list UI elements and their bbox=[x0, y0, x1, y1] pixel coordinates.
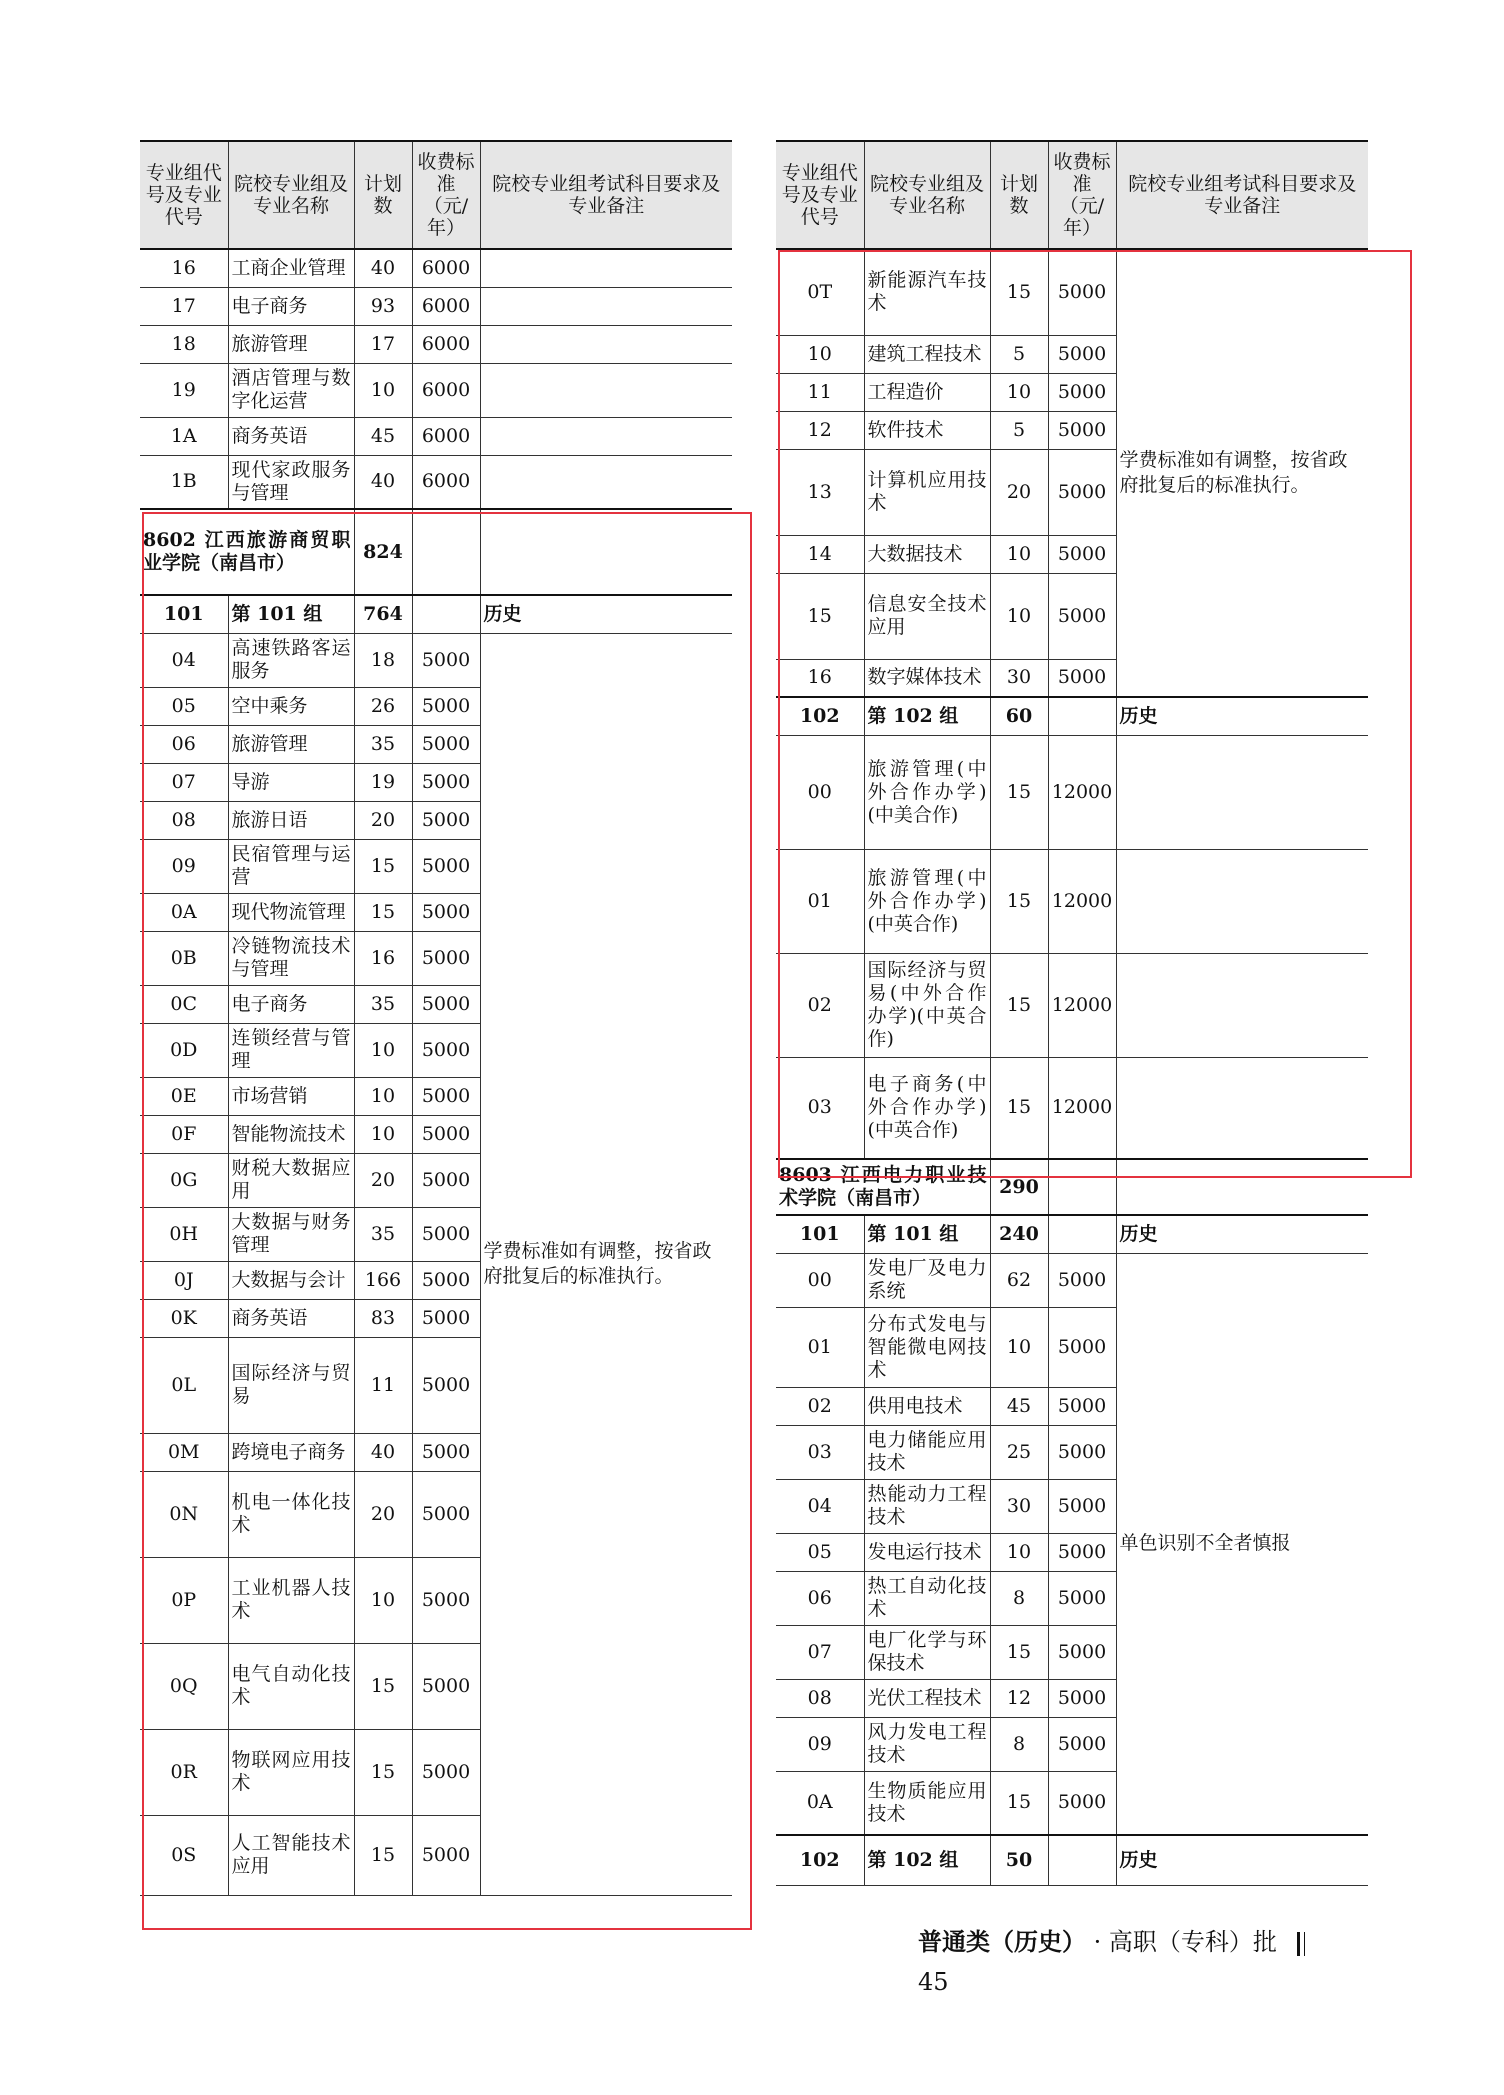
fee-standard: 12000 bbox=[1048, 735, 1116, 849]
fee-standard: 5000 bbox=[412, 1077, 480, 1115]
note-cell bbox=[1116, 953, 1368, 1057]
fee-standard: 5000 bbox=[412, 1023, 480, 1077]
major-code: 0Q bbox=[140, 1643, 228, 1729]
fee-standard: 5000 bbox=[412, 1557, 480, 1643]
fee-standard: 5000 bbox=[1048, 1307, 1116, 1387]
major-name: 电子商务 bbox=[228, 287, 354, 325]
plan-count: 40 bbox=[354, 455, 412, 509]
fee-standard: 5000 bbox=[412, 687, 480, 725]
fee-standard: 5000 bbox=[1048, 1571, 1116, 1625]
footer-batch: 高职（专科）批 bbox=[1108, 1928, 1277, 1956]
note-cell bbox=[480, 249, 732, 287]
fee-standard: 5000 bbox=[412, 763, 480, 801]
plan-count: 15 bbox=[354, 1643, 412, 1729]
fee-standard: 5000 bbox=[412, 801, 480, 839]
group-plan: 50 bbox=[990, 1835, 1048, 1885]
fee-standard: 5000 bbox=[1048, 659, 1116, 697]
major-code: 01 bbox=[776, 1307, 864, 1387]
plan-count: 30 bbox=[990, 659, 1048, 697]
plan-count: 25 bbox=[990, 1425, 1048, 1479]
school-name: 8602 江西旅游商贸职业学院（南昌市） bbox=[140, 509, 354, 595]
major-name: 智能物流技术 bbox=[228, 1115, 354, 1153]
major-code: 00 bbox=[776, 735, 864, 849]
major-code: 18 bbox=[140, 325, 228, 363]
footer-category: 普通类（历史） bbox=[918, 1928, 1086, 1956]
major-name: 建筑工程技术 bbox=[864, 335, 990, 373]
plan-count: 166 bbox=[354, 1261, 412, 1299]
plan-count: 15 bbox=[354, 839, 412, 893]
note-cell bbox=[1116, 735, 1368, 849]
plan-count: 15 bbox=[990, 735, 1048, 849]
plan-count: 15 bbox=[354, 1729, 412, 1815]
table-row bbox=[776, 1057, 1368, 1159]
major-code: 07 bbox=[776, 1625, 864, 1679]
note-cell bbox=[480, 287, 732, 325]
plan-count: 10 bbox=[354, 363, 412, 417]
major-code: 0J bbox=[140, 1261, 228, 1299]
major-code: 08 bbox=[776, 1679, 864, 1717]
table-row bbox=[140, 633, 732, 687]
table-row bbox=[776, 953, 1368, 1057]
major-code: 0T bbox=[776, 249, 864, 335]
school-row bbox=[140, 509, 732, 595]
major-name: 现代物流管理 bbox=[228, 893, 354, 931]
major-code: 06 bbox=[140, 725, 228, 763]
fee-standard: 5000 bbox=[412, 985, 480, 1023]
plan-count: 20 bbox=[354, 801, 412, 839]
note-cell bbox=[480, 455, 732, 509]
major-name: 旅游管理 bbox=[228, 725, 354, 763]
plan-count: 8 bbox=[990, 1717, 1048, 1771]
major-code: 16 bbox=[776, 659, 864, 697]
major-code: 09 bbox=[776, 1717, 864, 1771]
major-code: 03 bbox=[776, 1057, 864, 1159]
fee-standard: 5000 bbox=[412, 893, 480, 931]
fee-standard: 5000 bbox=[1048, 449, 1116, 535]
group-code: 101 bbox=[776, 1215, 864, 1253]
major-code: 06 bbox=[776, 1571, 864, 1625]
plan-count: 19 bbox=[354, 763, 412, 801]
fee-standard: 12000 bbox=[1048, 953, 1116, 1057]
school-fee bbox=[1048, 1159, 1116, 1215]
fee-standard: 5000 bbox=[1048, 1717, 1116, 1771]
major-name: 财税大数据应用 bbox=[228, 1153, 354, 1207]
major-name: 电厂化学与环保技术 bbox=[864, 1625, 990, 1679]
major-name: 热能动力工程技术 bbox=[864, 1479, 990, 1533]
school-note bbox=[480, 509, 732, 595]
fee-standard: 5000 bbox=[1048, 1625, 1116, 1679]
major-code: 0C bbox=[140, 985, 228, 1023]
fee-standard: 5000 bbox=[412, 633, 480, 687]
group-plan: 60 bbox=[990, 697, 1048, 735]
fee-standard: 5000 bbox=[412, 839, 480, 893]
major-name: 国际经济与贸易 bbox=[228, 1337, 354, 1433]
plan-count: 15 bbox=[990, 1771, 1048, 1835]
table-row bbox=[140, 287, 732, 325]
school-name: 8603 江西电力职业技术学院（南昌市） bbox=[776, 1159, 990, 1215]
fee-standard: 5000 bbox=[1048, 1771, 1116, 1835]
major-name: 旅游管理(中外合作办学)(中美合作) bbox=[864, 735, 990, 849]
fee-standard: 5000 bbox=[412, 1153, 480, 1207]
fee-standard: 5000 bbox=[1048, 573, 1116, 659]
major-name: 现代家政服务与管理 bbox=[228, 455, 354, 509]
plan-count: 83 bbox=[354, 1299, 412, 1337]
group-name: 第 101 组 bbox=[228, 595, 354, 633]
note-cell bbox=[480, 417, 732, 455]
plan-count: 35 bbox=[354, 985, 412, 1023]
fee-standard: 6000 bbox=[412, 363, 480, 417]
major-name: 生物质能应用技术 bbox=[864, 1771, 990, 1835]
plan-count: 16 bbox=[354, 931, 412, 985]
plan-count: 40 bbox=[354, 1433, 412, 1471]
plan-count: 10 bbox=[354, 1557, 412, 1643]
major-code: 0A bbox=[776, 1771, 864, 1835]
major-name: 发电运行技术 bbox=[864, 1533, 990, 1571]
plan-count: 15 bbox=[990, 849, 1048, 953]
plan-count: 17 bbox=[354, 325, 412, 363]
fee-standard: 5000 bbox=[412, 1643, 480, 1729]
group-code: 101 bbox=[140, 595, 228, 633]
school-fee bbox=[412, 509, 480, 595]
page-footer bbox=[918, 1922, 1364, 1996]
major-name: 空中乘务 bbox=[228, 687, 354, 725]
major-code: 0K bbox=[140, 1299, 228, 1337]
major-code: 0D bbox=[140, 1023, 228, 1077]
major-name: 旅游日语 bbox=[228, 801, 354, 839]
plan-count: 35 bbox=[354, 725, 412, 763]
major-name: 信息安全技术应用 bbox=[864, 573, 990, 659]
major-code: 05 bbox=[140, 687, 228, 725]
major-name: 商务英语 bbox=[228, 1299, 354, 1337]
major-name: 大数据与会计 bbox=[228, 1261, 354, 1299]
group-subject: 历史 bbox=[1116, 1215, 1368, 1253]
header-plan: 计划数 bbox=[354, 141, 412, 249]
major-code: 0H bbox=[140, 1207, 228, 1261]
major-name: 供用电技术 bbox=[864, 1387, 990, 1425]
major-code: 13 bbox=[776, 449, 864, 535]
major-code: 05 bbox=[776, 1533, 864, 1571]
school-row bbox=[776, 1159, 1368, 1215]
major-code: 0P bbox=[140, 1557, 228, 1643]
major-code: 0G bbox=[140, 1153, 228, 1207]
major-code: 08 bbox=[140, 801, 228, 839]
major-name: 光伏工程技术 bbox=[864, 1679, 990, 1717]
fee-standard: 5000 bbox=[1048, 1387, 1116, 1425]
table-row bbox=[776, 849, 1368, 953]
major-code: 02 bbox=[776, 1387, 864, 1425]
major-code: 09 bbox=[140, 839, 228, 893]
footer-divider-thin bbox=[1304, 1932, 1305, 1956]
major-name: 软件技术 bbox=[864, 411, 990, 449]
plan-count: 15 bbox=[354, 1815, 412, 1895]
major-code: 16 bbox=[140, 249, 228, 287]
fee-standard: 5000 bbox=[1048, 1679, 1116, 1717]
group-subject: 历史 bbox=[1116, 697, 1368, 735]
fee-standard: 5000 bbox=[1048, 1479, 1116, 1533]
plan-count: 18 bbox=[354, 633, 412, 687]
group-subject: 历史 bbox=[480, 595, 732, 633]
school-plan: 290 bbox=[990, 1159, 1048, 1215]
plan-count: 45 bbox=[354, 417, 412, 455]
fee-standard: 5000 bbox=[1048, 411, 1116, 449]
note-cell bbox=[480, 325, 732, 363]
major-name: 商务英语 bbox=[228, 417, 354, 455]
header-fee: 收费标准（元/年） bbox=[1048, 141, 1116, 249]
major-name: 计算机应用技术 bbox=[864, 449, 990, 535]
group-fee bbox=[1048, 1215, 1116, 1253]
note-cell bbox=[1116, 849, 1368, 953]
group-fee bbox=[1048, 697, 1116, 735]
fee-standard: 5000 bbox=[412, 1299, 480, 1337]
major-name: 物联网应用技术 bbox=[228, 1729, 354, 1815]
plan-count: 5 bbox=[990, 411, 1048, 449]
plan-count: 40 bbox=[354, 249, 412, 287]
plan-count: 10 bbox=[990, 1533, 1048, 1571]
header-code: 专业组代号及专业代号 bbox=[776, 141, 864, 249]
note-cell bbox=[480, 363, 732, 417]
fee-standard: 12000 bbox=[1048, 1057, 1116, 1159]
major-code: 14 bbox=[776, 535, 864, 573]
major-code: 0A bbox=[140, 893, 228, 931]
plan-count: 11 bbox=[354, 1337, 412, 1433]
fee-standard: 5000 bbox=[412, 931, 480, 985]
group-name: 第 102 组 bbox=[864, 697, 990, 735]
major-name: 民宿管理与运营 bbox=[228, 839, 354, 893]
major-name: 电气自动化技术 bbox=[228, 1643, 354, 1729]
group-row bbox=[776, 697, 1368, 735]
major-code: 1B bbox=[140, 455, 228, 509]
major-name: 高速铁路客运服务 bbox=[228, 633, 354, 687]
plan-count: 10 bbox=[354, 1115, 412, 1153]
fee-standard: 5000 bbox=[1048, 335, 1116, 373]
fee-standard: 5000 bbox=[412, 1815, 480, 1895]
group-name: 第 101 组 bbox=[864, 1215, 990, 1253]
plan-count: 26 bbox=[354, 687, 412, 725]
major-name: 连锁经营与管理 bbox=[228, 1023, 354, 1077]
plan-count: 45 bbox=[990, 1387, 1048, 1425]
table-row bbox=[140, 417, 732, 455]
plan-count: 10 bbox=[990, 1307, 1048, 1387]
major-code: 0L bbox=[140, 1337, 228, 1433]
page-number: 45 bbox=[918, 1968, 949, 1996]
group-row bbox=[776, 1835, 1368, 1885]
group-row bbox=[140, 595, 732, 633]
major-name: 热工自动化技术 bbox=[864, 1571, 990, 1625]
group-row bbox=[776, 1215, 1368, 1253]
plan-count: 10 bbox=[354, 1077, 412, 1115]
note-cell bbox=[1116, 1057, 1368, 1159]
plan-count: 20 bbox=[354, 1153, 412, 1207]
major-code: 0E bbox=[140, 1077, 228, 1115]
major-name: 电力储能应用技术 bbox=[864, 1425, 990, 1479]
group-code: 102 bbox=[776, 1835, 864, 1885]
major-name: 导游 bbox=[228, 763, 354, 801]
major-name: 工业机器人技术 bbox=[228, 1557, 354, 1643]
fee-standard: 5000 bbox=[412, 1433, 480, 1471]
plan-count: 5 bbox=[990, 335, 1048, 373]
header-name: 院校专业组及专业名称 bbox=[228, 141, 354, 249]
major-code: 0B bbox=[140, 931, 228, 985]
major-name: 旅游管理(中外合作办学)(中英合作) bbox=[864, 849, 990, 953]
fee-standard: 12000 bbox=[1048, 849, 1116, 953]
note-cell: 单色识别不全者慎报 bbox=[1116, 1253, 1368, 1835]
fee-standard: 5000 bbox=[1048, 1425, 1116, 1479]
school-plan: 824 bbox=[354, 509, 412, 595]
major-name: 电子商务(中外合作办学)(中英合作) bbox=[864, 1057, 990, 1159]
school-note bbox=[1116, 1159, 1368, 1215]
major-code: 15 bbox=[776, 573, 864, 659]
header-note: 院校专业组考试科目要求及专业备注 bbox=[480, 141, 732, 249]
footer-divider bbox=[1297, 1932, 1300, 1956]
fee-standard: 6000 bbox=[412, 417, 480, 455]
fee-standard: 5000 bbox=[412, 1337, 480, 1433]
group-plan: 240 bbox=[990, 1215, 1048, 1253]
header-name: 院校专业组及专业名称 bbox=[864, 141, 990, 249]
major-code: 0R bbox=[140, 1729, 228, 1815]
table-row bbox=[140, 455, 732, 509]
fee-standard: 5000 bbox=[412, 1729, 480, 1815]
table-row bbox=[776, 1253, 1368, 1307]
major-name: 跨境电子商务 bbox=[228, 1433, 354, 1471]
fee-standard: 5000 bbox=[1048, 1253, 1116, 1307]
major-code: 17 bbox=[140, 287, 228, 325]
fee-standard: 6000 bbox=[412, 287, 480, 325]
plan-count: 10 bbox=[990, 573, 1048, 659]
fee-standard: 6000 bbox=[412, 325, 480, 363]
major-name: 发电厂及电力系统 bbox=[864, 1253, 990, 1307]
plan-count: 20 bbox=[990, 449, 1048, 535]
table-row bbox=[140, 363, 732, 417]
major-name: 新能源汽车技术 bbox=[864, 249, 990, 335]
fee-standard: 5000 bbox=[1048, 535, 1116, 573]
fee-standard: 5000 bbox=[1048, 373, 1116, 411]
major-name: 国际经济与贸易(中外合作办学)(中英合作) bbox=[864, 953, 990, 1057]
plan-count: 10 bbox=[990, 373, 1048, 411]
major-code: 1A bbox=[140, 417, 228, 455]
major-name: 人工智能技术应用 bbox=[228, 1815, 354, 1895]
plan-count: 12 bbox=[990, 1679, 1048, 1717]
major-name: 工程造价 bbox=[864, 373, 990, 411]
group-fee bbox=[1048, 1835, 1116, 1885]
major-name: 工商企业管理 bbox=[228, 249, 354, 287]
plan-count: 10 bbox=[354, 1023, 412, 1077]
note-cell: 学费标准如有调整，按省政府批复后的标准执行。 bbox=[1116, 249, 1368, 697]
note-cell: 学费标准如有调整，按省政府批复后的标准执行。 bbox=[480, 633, 732, 1895]
fee-standard: 5000 bbox=[1048, 1533, 1116, 1571]
major-name: 分布式发电与智能微电网技术 bbox=[864, 1307, 990, 1387]
major-code: 19 bbox=[140, 363, 228, 417]
major-code: 03 bbox=[776, 1425, 864, 1479]
fee-standard: 6000 bbox=[412, 455, 480, 509]
major-name: 机电一体化技术 bbox=[228, 1471, 354, 1557]
major-code: 00 bbox=[776, 1253, 864, 1307]
table-row bbox=[776, 735, 1368, 849]
major-code: 0N bbox=[140, 1471, 228, 1557]
header-plan: 计划数 bbox=[990, 141, 1048, 249]
group-name: 第 102 组 bbox=[864, 1835, 990, 1885]
plan-count: 35 bbox=[354, 1207, 412, 1261]
major-code: 0S bbox=[140, 1815, 228, 1895]
plan-count: 30 bbox=[990, 1479, 1048, 1533]
major-code: 01 bbox=[776, 849, 864, 953]
major-name: 大数据与财务管理 bbox=[228, 1207, 354, 1261]
major-name: 电子商务 bbox=[228, 985, 354, 1023]
header-fee: 收费标准（元/年） bbox=[412, 141, 480, 249]
major-code: 10 bbox=[776, 335, 864, 373]
fee-standard: 5000 bbox=[1048, 249, 1116, 335]
major-code: 02 bbox=[776, 953, 864, 1057]
major-code: 04 bbox=[140, 633, 228, 687]
table-row bbox=[140, 325, 732, 363]
major-code: 0F bbox=[140, 1115, 228, 1153]
major-code: 07 bbox=[140, 763, 228, 801]
left-admission-table bbox=[140, 140, 732, 1896]
fee-standard: 5000 bbox=[412, 1207, 480, 1261]
fee-standard: 5000 bbox=[412, 1471, 480, 1557]
group-plan: 764 bbox=[354, 595, 412, 633]
plan-count: 10 bbox=[990, 535, 1048, 573]
major-code: 04 bbox=[776, 1479, 864, 1533]
major-name: 市场营销 bbox=[228, 1077, 354, 1115]
right-admission-table bbox=[776, 140, 1368, 1886]
plan-count: 8 bbox=[990, 1571, 1048, 1625]
major-code: 11 bbox=[776, 373, 864, 411]
plan-count: 15 bbox=[990, 953, 1048, 1057]
plan-count: 15 bbox=[354, 893, 412, 931]
plan-count: 15 bbox=[990, 1625, 1048, 1679]
major-name: 数字媒体技术 bbox=[864, 659, 990, 697]
table-row bbox=[776, 249, 1368, 335]
group-subject: 历史 bbox=[1116, 1835, 1368, 1885]
header-note: 院校专业组考试科目要求及专业备注 bbox=[1116, 141, 1368, 249]
fee-standard: 6000 bbox=[412, 249, 480, 287]
plan-count: 15 bbox=[990, 249, 1048, 335]
header-code: 专业组代号及专业代号 bbox=[140, 141, 228, 249]
major-name: 旅游管理 bbox=[228, 325, 354, 363]
major-code: 12 bbox=[776, 411, 864, 449]
major-name: 冷链物流技术与管理 bbox=[228, 931, 354, 985]
major-name: 风力发电工程技术 bbox=[864, 1717, 990, 1771]
plan-count: 15 bbox=[990, 1057, 1048, 1159]
footer-dot: · bbox=[1093, 1928, 1102, 1956]
plan-count: 93 bbox=[354, 287, 412, 325]
fee-standard: 5000 bbox=[412, 1261, 480, 1299]
plan-count: 20 bbox=[354, 1471, 412, 1557]
group-fee bbox=[412, 595, 480, 633]
major-name: 酒店管理与数字化运营 bbox=[228, 363, 354, 417]
fee-standard: 5000 bbox=[412, 725, 480, 763]
major-code: 0M bbox=[140, 1433, 228, 1471]
plan-count: 62 bbox=[990, 1253, 1048, 1307]
major-name: 大数据技术 bbox=[864, 535, 990, 573]
table-row bbox=[140, 249, 732, 287]
fee-standard: 5000 bbox=[412, 1115, 480, 1153]
group-code: 102 bbox=[776, 697, 864, 735]
